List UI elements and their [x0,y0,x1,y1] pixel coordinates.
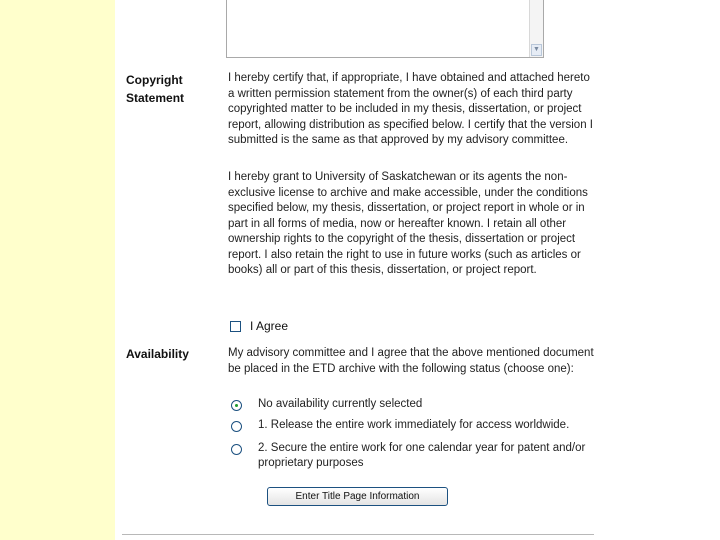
availability-radio-secure[interactable] [231,444,242,455]
availability-option-label: 1. Release the entire work immediately for access worldwide. [258,419,570,431]
agree-checkbox-label: I Agree [250,319,289,333]
availability-option-secure[interactable] [231,441,588,470]
copyright-paragraph-certify: I hereby certify that, if appropriate, I have obtained and attached hereto a written permission statement from the owner(s) of each third party copyrighted matter to be included in my thesis, dissertation, or project report, allowing distribution as specified below. I certify that the version I submitted is the same as that approved by my advisory committee. [228,72,593,146]
bottom-divider [122,534,594,535]
agree-checkbox[interactable] [230,321,241,332]
copyright-paragraph-license: I hereby grant to University of Saskatchewan or its agents the non-exclusive license to archive and make accessible, under the conditions specified below, my thesis, dissertation, or project report in whole or in part in all forms of media, now or hereafter known. I retain all other ownership rights to the copyright of the thesis, dissertation or project report. I also retain the right to use in future works (such as articles or books) all or part of this thesis, dissertation, or project report. [228,171,588,276]
availability-label: Availability [126,347,189,361]
availability-radio-release[interactable] [231,421,242,432]
left-margin-band [0,0,115,540]
agree-checkbox-row[interactable] [230,318,288,334]
textarea-scrollbar[interactable] [529,0,543,57]
availability-option-label: 2. Secure the entire work for one calendar year for patent and/or proprietary purposes [258,442,586,469]
availability-radio-none[interactable] [231,400,242,411]
availability-intro: My advisory committee and I agree that the above mentioned document be placed in the ETD archive with the following status (choose one): [228,347,594,375]
availability-option-label: No availability currently selected [258,398,423,410]
text-area-field[interactable] [226,0,544,58]
availability-option-release[interactable] [231,418,588,433]
copyright-statement-label: Copyright Statement [126,73,185,105]
availability-option-none[interactable] [231,397,588,412]
scroll-down-arrow-icon[interactable]: ▼ [531,44,542,56]
enter-title-page-button[interactable]: Enter Title Page Information [267,487,448,506]
